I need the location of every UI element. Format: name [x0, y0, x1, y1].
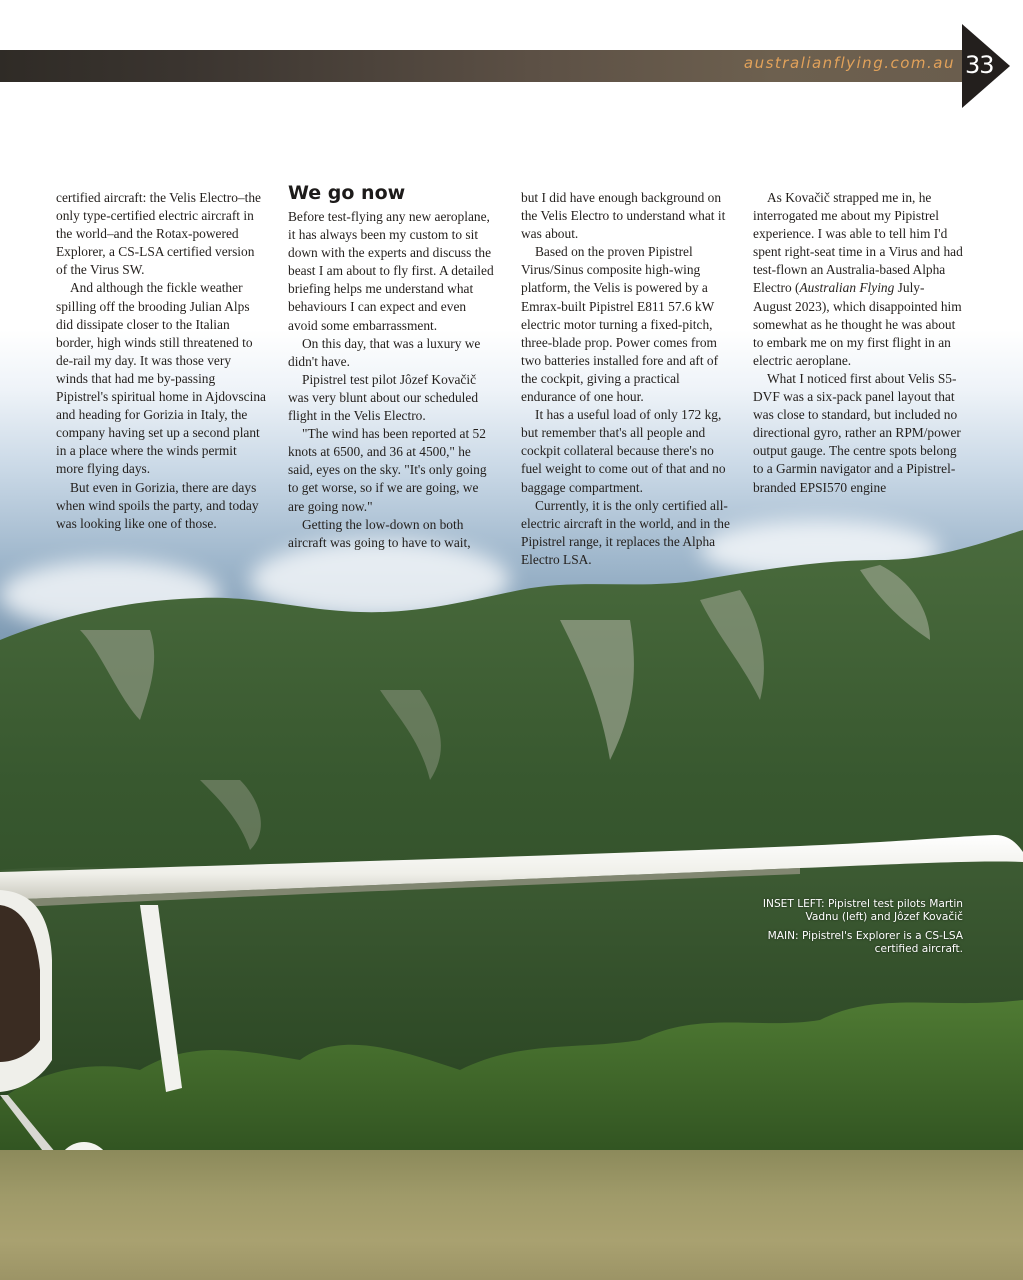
paragraph	[753, 189, 963, 370]
paragraph: "The wind has been reported at 52 knots at 6500, and 36 at 4500," he said, eyes on the sky. "It's only going to get worse, so if we are going, we are going now."	[288, 426, 487, 514]
page-number: 33	[965, 51, 994, 79]
text-column-2	[288, 182, 498, 552]
paragraph-text: As Kovačič strapped me in, he interrogated me about my Pipistrel experience. I was able to tell him I'd spent right-seat time in a Virus and had test-flown an Australia-based Alpha Electro (	[753, 190, 963, 296]
magazine-title: Australian Flying	[799, 280, 895, 296]
caption-main: MAIN: Pipistrel's Explorer is a CS-LSA certified aircraft.	[767, 930, 963, 955]
paragraph: Currently, it is the only certified all-electric aircraft in the world, and in the Pipistrel range, it replaces the Alpha Electro LSA.	[521, 497, 730, 567]
paragraph: And although the fickle weather spilling off the brooding Julian Alps did dissipate closer to the Italian border, high winds still threatened to de-rail my day. It was those very winds that had me by-passing Pipistrel's spiritual home in Ajdovscina and heading for Gorizia in Italy, the company having set up a second plant in a place where the winds permit more flying days.	[56, 280, 266, 477]
paragraph: certified aircraft: the Velis Electro–the only type-certified electric aircraft in the world–and the Rotax-powered Explorer, a CS-LSA certified version of the Virus SW.	[56, 190, 261, 278]
paragraph: What I noticed first about Velis S5-DVF was a six-pack panel layout that was close to standard, but included no directional gyro, rather an RPM/power output gauge. The centre spots belong to a Garmin navigator and a Pipistrel-branded EPSI570 engine	[753, 370, 961, 495]
text-column-1	[56, 189, 266, 533]
paragraph: On this day, that was a luxury we didn't have.	[288, 335, 481, 369]
paragraph-text: July-August 2023), which disappointed him somewhat as he thought he was about to embark me on my first flight in an electric aeroplane.	[753, 280, 962, 368]
text-column-4	[753, 189, 963, 497]
paragraph: Pipistrel test pilot Jôzef Kovačič was very blunt about our scheduled flight in the Velis Electro.	[288, 371, 479, 424]
paragraph: Based on the proven Pipistrel Virus/Sinus composite high-wing platform, the Velis is powered by a Emrax-built Pipistrel E811 57.6 kW electric motor turning a fixed-pitch, three-blade prop. Power comes from two batteries installed fore and aft of the cockpit, giving a practical endurance of one hour.	[521, 244, 719, 405]
paragraph: It has a useful load of only 172 kg, but remember that's all people and cockpit collateral because there's no fuel weight to come out of that and no baggage compartment.	[521, 407, 726, 495]
photo-captions	[743, 898, 963, 962]
text-column-3	[521, 189, 731, 569]
grass-airfield	[0, 1150, 1023, 1280]
caption-inset: INSET LEFT: Pipistrel test pilots Martin Vadnu (left) and Jôzef Kovačič	[762, 898, 963, 923]
section-heading: We go now	[288, 182, 406, 204]
site-name: australianflying.com.au	[743, 54, 955, 72]
paragraph: Before test-flying any new aeroplane, it has always been my custom to sit down with the experts and discuss the beast I am about to fly first. A detailed briefing helps me understand what behaviours I can expect and even avoid some embarrassment.	[288, 209, 494, 333]
paragraph: But even in Gorizia, there are days when wind spoils the party, and today was looking like one of those.	[56, 479, 259, 531]
paragraph: but I did have enough background on the Velis Electro to understand what it was about.	[521, 190, 726, 242]
paragraph: Getting the low-down on both aircraft was going to have to wait,	[288, 516, 471, 550]
